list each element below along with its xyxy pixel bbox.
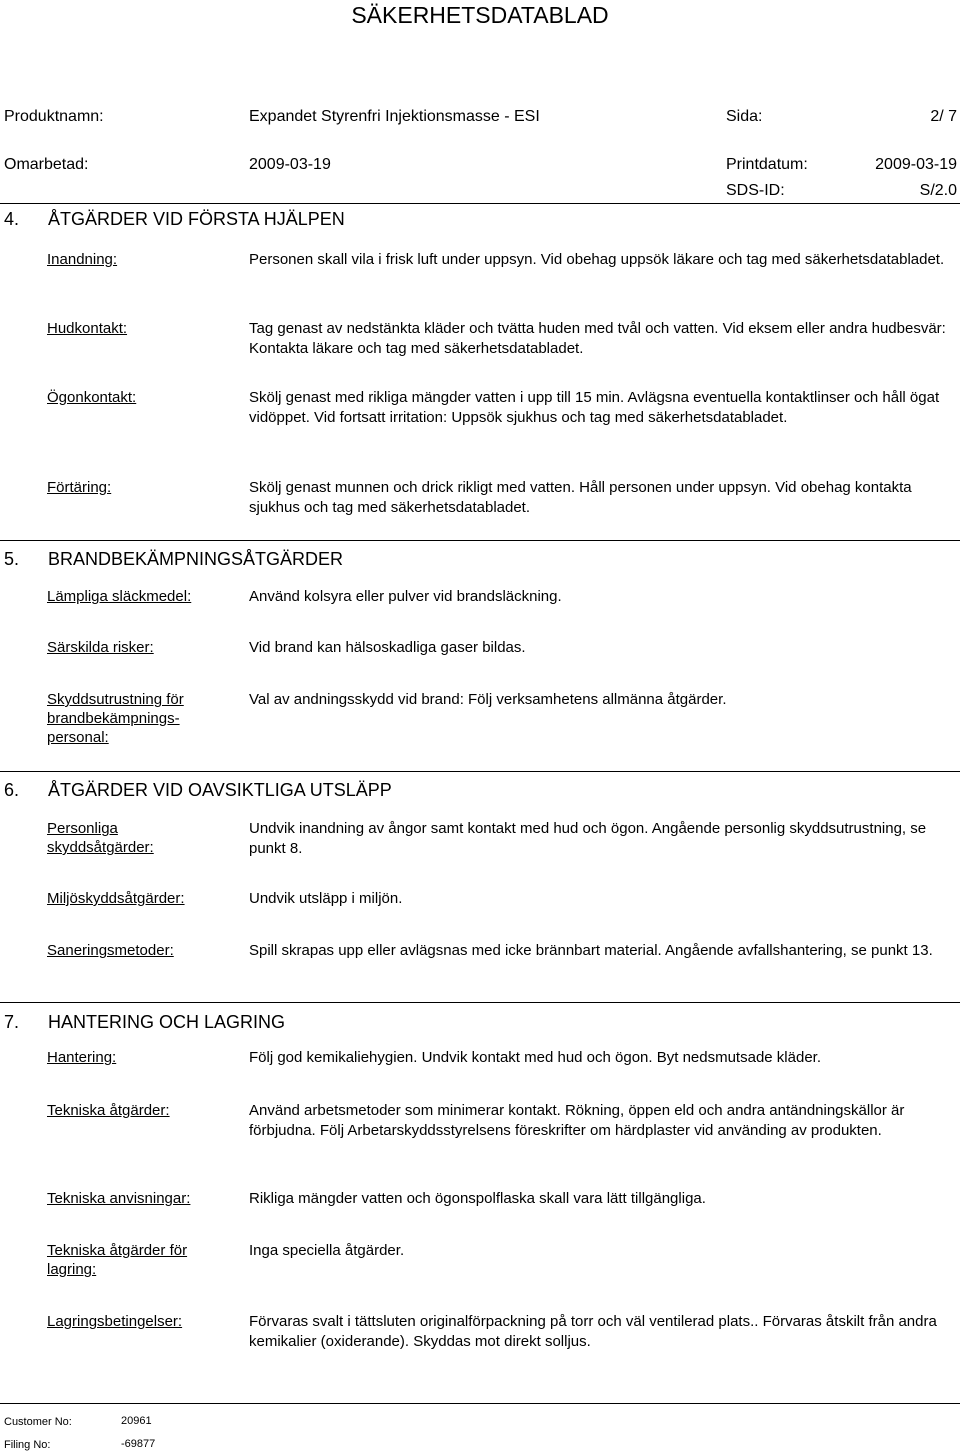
section-6-divider xyxy=(0,1002,960,1003)
fire-text-protective-equipment: Val av andningsskydd vid brand: Följ verksamhetens allmänna åtgärder. xyxy=(249,691,727,708)
first-aid-text-eyes: Skölj genast med rikliga mängder vatten i upp till 15 min. Avlägsna eventuella kontaktlinser och håll ögat vidöppet. Vid fortsatt irritation: Uppsök sjukhus och tag med säkerhetsdatabladet. xyxy=(249,389,940,426)
customer-number-label: Customer No: xyxy=(4,1416,72,1428)
release-label-personal: Personliga skyddsåtgärder: xyxy=(47,820,154,856)
first-aid-label-skin: Hudkontakt: xyxy=(47,320,128,337)
release-text-personal: Undvik inandning av ångor samt kontakt med hud och ögon. Angående personlig skyddsutrustning, se punkt 8. xyxy=(249,820,927,857)
filing-number-label: Filing No: xyxy=(4,1439,51,1451)
sds-id-value: S/2.0 xyxy=(919,182,957,199)
release-text-environment: Undvik utsläpp i miljön. xyxy=(249,890,403,907)
print-date-label: Printdatum: xyxy=(726,156,808,173)
storage-text-technical-instructions: Rikliga mängder vatten och ögonspolflaska skall vara lätt tillgängliga. xyxy=(249,1190,706,1207)
fire-label-extinguishing: Lämpliga släckmedel: xyxy=(47,588,192,605)
print-date-value: 2009-03-19 xyxy=(875,156,957,173)
storage-text-conditions: Förvaras svalt i tättsluten originalförpackning på torr och väl ventilerad plats.. Förvaras åtskilt från andra kemikalier (oxiderande). Skyddas mot direkt solljus. xyxy=(249,1313,937,1350)
release-text-cleanup: Spill skrapas upp eller avlägsnas med icke brännbart material. Angående avfallshantering, se punkt 13. xyxy=(249,942,933,959)
first-aid-text-skin: Tag genast av nedstänkta kläder och tvätta huden med tvål och vatten. Vid eksem eller andra hudbesvär: Kontakta läkare och tag med säkerhetsdatabladet. xyxy=(249,320,946,357)
storage-label-handling: Hantering: xyxy=(47,1049,117,1066)
storage-label-technical-measures: Tekniska åtgärder: xyxy=(47,1102,170,1119)
section-6-title: ÅTGÄRDER VID OAVSIKTLIGA UTSLÄPP xyxy=(48,780,392,800)
storage-text-storage-measures: Inga speciella åtgärder. xyxy=(249,1242,405,1259)
release-label-environment: Miljöskyddsåtgärder: xyxy=(47,890,185,907)
section-4-title: ÅTGÄRDER VID FÖRSTA HJÄLPEN xyxy=(48,209,345,229)
section-5-title: BRANDBEKÄMPNINGSÅTGÄRDER xyxy=(48,549,344,569)
header-divider xyxy=(0,203,960,204)
first-aid-label-inhalation: Inandning: xyxy=(47,251,118,268)
sds-id-label: SDS-ID: xyxy=(726,182,785,199)
first-aid-label-eyes: Ögonkontakt: xyxy=(47,389,137,406)
revised-date: 2009-03-19 xyxy=(249,156,331,173)
first-aid-text-inhalation: Personen skall vila i frisk luft under uppsyn. Vid obehag uppsök läkare och tag med säkerhetsdatabladet. xyxy=(249,251,945,268)
first-aid-text-ingestion: Skölj genast munnen och drick rikligt med vatten. Håll personen under uppsyn. Vid obehag kontakta sjukhus och tag med säkerhetsdatabladet. xyxy=(249,479,912,516)
first-aid-label-ingestion: Förtäring: xyxy=(47,479,112,496)
product-name-label: Produktnamn: xyxy=(4,108,104,125)
footer-divider xyxy=(0,1403,960,1404)
section-7-number: 7. xyxy=(4,1012,20,1032)
release-label-cleanup: Saneringsmetoder: xyxy=(47,942,174,959)
storage-text-handling: Följ god kemikaliehygien. Undvik kontakt med hud och ögon. Byt nedsmutsade kläder. xyxy=(249,1049,821,1066)
section-5-divider xyxy=(0,771,960,772)
section-6-number: 6. xyxy=(4,780,20,800)
fire-label-protective-equipment: Skyddsutrustning för brandbekämpnings-personal: xyxy=(47,691,184,746)
section-4-number: 4. xyxy=(4,209,20,229)
fire-label-risks: Särskilda risker: xyxy=(47,639,154,656)
storage-label-storage-measures: Tekniska åtgärder för lagring: xyxy=(47,1242,188,1278)
storage-label-technical-instructions: Tekniska anvisningar: xyxy=(47,1190,191,1207)
customer-number-value: 20961 xyxy=(121,1415,152,1427)
fire-text-risks: Vid brand kan hälsoskadliga gaser bildas. xyxy=(249,639,526,656)
page-label: Sida: xyxy=(726,108,763,125)
section-7-title: HANTERING OCH LAGRING xyxy=(48,1012,286,1032)
filing-number-value: -69877 xyxy=(121,1438,156,1450)
revised-label: Omarbetad: xyxy=(4,156,89,173)
storage-text-technical-measures: Använd arbetsmetoder som minimerar kontakt. Rökning, öppen eld och andra antändningskällor är förbjudna. Följ Arbetarskyddsstyrelsens föreskrifter om härdplaster vid använding av produkten. xyxy=(249,1102,905,1139)
section-5-number: 5. xyxy=(4,549,20,569)
fire-text-extinguishing: Använd kolsyra eller pulver vid brandsläckning. xyxy=(249,588,562,605)
section-4-divider xyxy=(0,540,960,541)
storage-label-conditions: Lagringsbetingelser: xyxy=(47,1313,183,1330)
document-title: SÄKERHETSDATABLAD xyxy=(351,2,609,28)
product-name-value: Expandet Styrenfri Injektionsmasse - ESI xyxy=(249,108,540,125)
page-value: 2/ 7 xyxy=(930,108,957,125)
